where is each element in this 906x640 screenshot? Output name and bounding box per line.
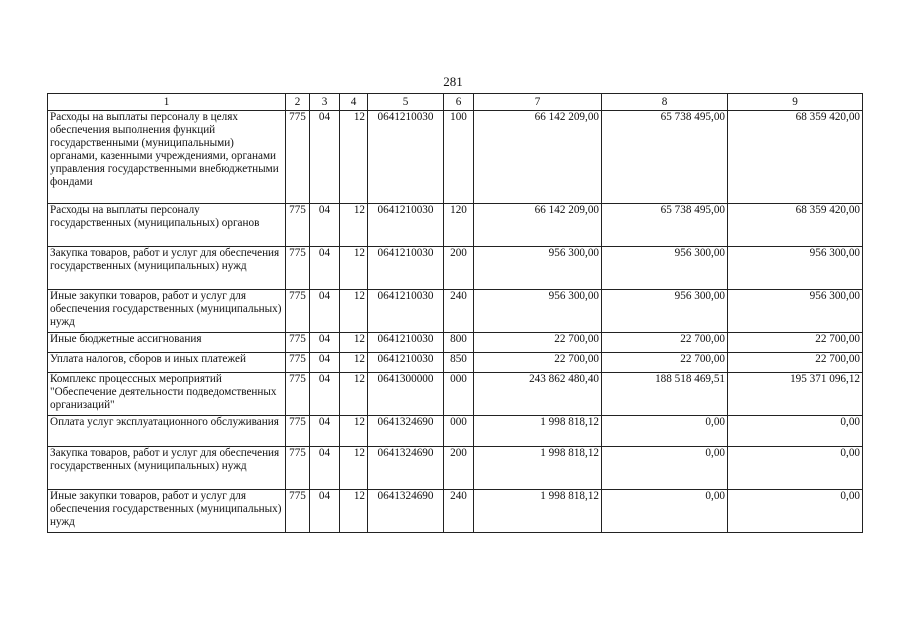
- expense-type-cell: 000: [444, 373, 474, 416]
- section-code-cell: 04: [310, 353, 340, 373]
- row-name-cell: Расходы на выплаты персоналу государственных (муниципальных) органов: [48, 204, 286, 247]
- subsection-code-cell: 12: [340, 490, 368, 533]
- table-row: [48, 290, 863, 333]
- row-name-cell: Закупка товаров, работ и услуг для обеспечения государственных (муниципальных) нужд: [48, 447, 286, 490]
- target-article-cell: 0641210030: [368, 204, 444, 247]
- amount-col7-cell: 956 300,00: [474, 290, 602, 333]
- table-row: [48, 111, 863, 204]
- column-header: 3: [310, 94, 340, 111]
- amount-col8-cell: 0,00: [602, 447, 728, 490]
- subsection-code-cell: 12: [340, 333, 368, 353]
- section-code-cell: 04: [310, 111, 340, 204]
- column-header: 5: [368, 94, 444, 111]
- amount-col7-cell: 1 998 818,12: [474, 416, 602, 447]
- amount-col9-cell: 0,00: [728, 490, 863, 533]
- grbs-code-cell: 775: [286, 247, 310, 290]
- target-article-cell: 0641324690: [368, 447, 444, 490]
- amount-col9-cell: 68 359 420,00: [728, 111, 863, 204]
- subsection-code-cell: 12: [340, 353, 368, 373]
- row-name-cell: Оплата услуг эксплуатационного обслуживания: [48, 416, 286, 447]
- subsection-code-cell: 12: [340, 290, 368, 333]
- subsection-code-cell: 12: [340, 204, 368, 247]
- grbs-code-cell: 775: [286, 204, 310, 247]
- target-article-cell: 0641300000: [368, 373, 444, 416]
- section-code-cell: 04: [310, 204, 340, 247]
- section-code-cell: 04: [310, 490, 340, 533]
- section-code-cell: 04: [310, 290, 340, 333]
- subsection-code-cell: 12: [340, 247, 368, 290]
- row-name-cell: Иные закупки товаров, работ и услуг для обеспечения государственных (муниципальных) нужд: [48, 490, 286, 533]
- amount-col9-cell: 22 700,00: [728, 353, 863, 373]
- expense-type-cell: 240: [444, 290, 474, 333]
- row-name-cell: Закупка товаров, работ и услуг для обеспечения государственных (муниципальных) нужд: [48, 247, 286, 290]
- expense-type-cell: 100: [444, 111, 474, 204]
- row-name-cell: Комплекс процессных мероприятий "Обеспечение деятельности подведомственных организаций": [48, 373, 286, 416]
- amount-col7-cell: 956 300,00: [474, 247, 602, 290]
- expense-type-cell: 240: [444, 490, 474, 533]
- table-row: [48, 247, 863, 290]
- amount-col8-cell: 22 700,00: [602, 333, 728, 353]
- grbs-code-cell: 775: [286, 290, 310, 333]
- table-row: [48, 373, 863, 416]
- expense-type-cell: 800: [444, 333, 474, 353]
- table-row: [48, 447, 863, 490]
- page-number: 281: [443, 74, 463, 89]
- amount-col9-cell: 195 371 096,12: [728, 373, 863, 416]
- amount-col8-cell: 65 738 495,00: [602, 204, 728, 247]
- table-row: [48, 416, 863, 447]
- column-header: 4: [340, 94, 368, 111]
- subsection-code-cell: 12: [340, 447, 368, 490]
- budget-table: [47, 93, 863, 533]
- row-name-cell: Уплата налогов, сборов и иных платежей: [48, 353, 286, 373]
- column-header: 7: [474, 94, 602, 111]
- expense-type-cell: 000: [444, 416, 474, 447]
- amount-col9-cell: 68 359 420,00: [728, 204, 863, 247]
- amount-col8-cell: 22 700,00: [602, 353, 728, 373]
- amount-col7-cell: 66 142 209,00: [474, 111, 602, 204]
- amount-col9-cell: 956 300,00: [728, 290, 863, 333]
- amount-col8-cell: 188 518 469,51: [602, 373, 728, 416]
- header-row: [48, 94, 863, 111]
- grbs-code-cell: 775: [286, 373, 310, 416]
- column-header: 1: [48, 94, 286, 111]
- grbs-code-cell: 775: [286, 416, 310, 447]
- table-row: [48, 333, 863, 353]
- target-article-cell: 0641210030: [368, 290, 444, 333]
- section-code-cell: 04: [310, 416, 340, 447]
- amount-col9-cell: 0,00: [728, 447, 863, 490]
- row-name-cell: Иные бюджетные ассигнования: [48, 333, 286, 353]
- grbs-code-cell: 775: [286, 111, 310, 204]
- amount-col7-cell: 1 998 818,12: [474, 447, 602, 490]
- column-header: 9: [728, 94, 863, 111]
- amount-col8-cell: 0,00: [602, 416, 728, 447]
- subsection-code-cell: 12: [340, 373, 368, 416]
- amount-col9-cell: 956 300,00: [728, 247, 863, 290]
- amount-col8-cell: 65 738 495,00: [602, 111, 728, 204]
- amount-col7-cell: 1 998 818,12: [474, 490, 602, 533]
- expense-type-cell: 120: [444, 204, 474, 247]
- target-article-cell: 0641324690: [368, 416, 444, 447]
- grbs-code-cell: 775: [286, 447, 310, 490]
- section-code-cell: 04: [310, 333, 340, 353]
- grbs-code-cell: 775: [286, 333, 310, 353]
- subsection-code-cell: 12: [340, 416, 368, 447]
- amount-col8-cell: 0,00: [602, 490, 728, 533]
- amount-col7-cell: 22 700,00: [474, 333, 602, 353]
- grbs-code-cell: 775: [286, 490, 310, 533]
- grbs-code-cell: 775: [286, 353, 310, 373]
- column-header: 2: [286, 94, 310, 111]
- amount-col9-cell: 0,00: [728, 416, 863, 447]
- amount-col9-cell: 22 700,00: [728, 333, 863, 353]
- amount-col8-cell: 956 300,00: [602, 247, 728, 290]
- row-name-cell: Расходы на выплаты персоналу в целях обеспечения выполнения функций государственными (муниципальными) органами, казенными учреждениями, органами управления государственными внебюджетными фондами: [48, 111, 286, 204]
- section-code-cell: 04: [310, 447, 340, 490]
- expense-type-cell: 200: [444, 247, 474, 290]
- amount-col7-cell: 66 142 209,00: [474, 204, 602, 247]
- expense-type-cell: 200: [444, 447, 474, 490]
- subsection-code-cell: 12: [340, 111, 368, 204]
- expense-type-cell: 850: [444, 353, 474, 373]
- target-article-cell: 0641210030: [368, 353, 444, 373]
- amount-col7-cell: 243 862 480,40: [474, 373, 602, 416]
- column-header: 6: [444, 94, 474, 111]
- column-header: 8: [602, 94, 728, 111]
- section-code-cell: 04: [310, 247, 340, 290]
- row-name-cell: Иные закупки товаров, работ и услуг для обеспечения государственных (муниципальных) нужд: [48, 290, 286, 333]
- table-row: [48, 490, 863, 533]
- amount-col7-cell: 22 700,00: [474, 353, 602, 373]
- target-article-cell: 0641324690: [368, 490, 444, 533]
- amount-col8-cell: 956 300,00: [602, 290, 728, 333]
- target-article-cell: 0641210030: [368, 111, 444, 204]
- table-row: [48, 204, 863, 247]
- table-row: [48, 353, 863, 373]
- section-code-cell: 04: [310, 373, 340, 416]
- target-article-cell: 0641210030: [368, 247, 444, 290]
- target-article-cell: 0641210030: [368, 333, 444, 353]
